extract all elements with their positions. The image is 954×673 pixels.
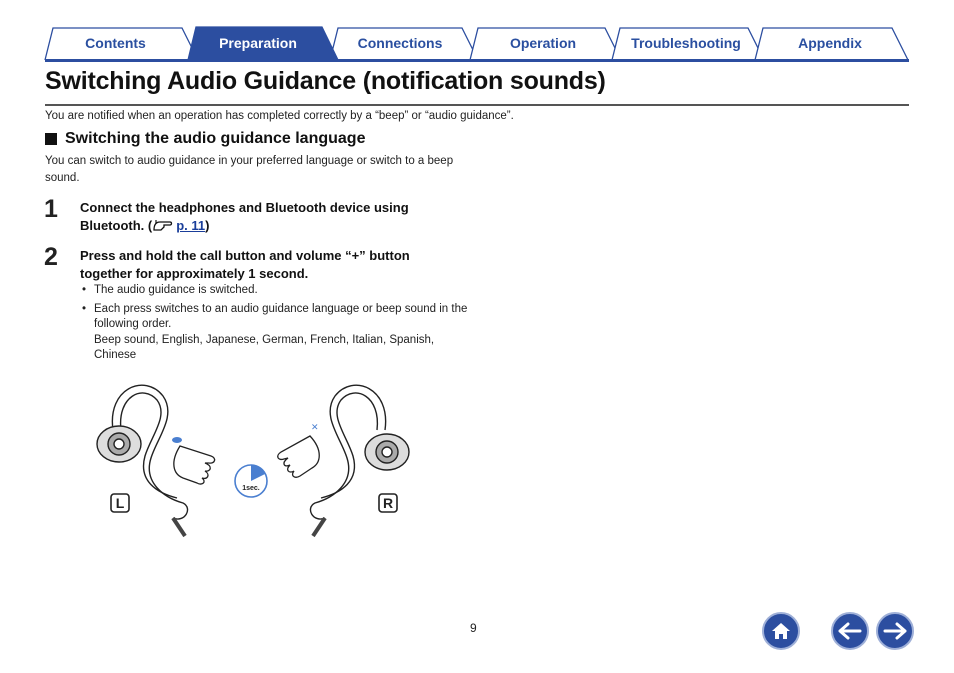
back-button[interactable] xyxy=(831,612,869,650)
timer-label: 1sec. xyxy=(242,485,260,492)
svg-text:L: L xyxy=(115,495,125,511)
tab-appendix[interactable]: Appendix xyxy=(798,35,862,51)
page-number: 9 xyxy=(470,621,477,635)
bullet-list xyxy=(82,283,472,367)
step-2-text: Press and hold the call button and volume “+” button together for approximately 1 second. xyxy=(80,248,410,281)
tab-contents[interactable]: Contents xyxy=(85,35,146,51)
svg-text:✕: ✕ xyxy=(311,423,319,433)
step-1-suffix: ) xyxy=(205,217,210,233)
list-item: • Each press switches to an audio guidance language or beep sound in the following order. Beep sound, English, Japanese, German, French, Italian, Spanish, Chinese xyxy=(82,302,472,364)
title-divider xyxy=(45,104,909,106)
home-icon xyxy=(770,621,792,641)
step-2-number: 2 xyxy=(44,243,58,271)
section-body: You can switch to audio guidance in your preferred language or switch to a beep sound. xyxy=(45,155,454,184)
forward-button[interactable] xyxy=(876,612,914,650)
step-1-number: 1 xyxy=(44,195,58,223)
language-order: Beep sound, English, Japanese, German, French, Italian, Spanish, Chinese xyxy=(94,333,435,361)
list-item: • The audio guidance is switched. xyxy=(82,283,472,299)
tab-connections[interactable]: Connections xyxy=(357,35,443,51)
arrow-right-icon xyxy=(883,622,907,640)
headphones-illustration xyxy=(85,368,425,548)
tab-troubleshooting[interactable]: Troubleshooting xyxy=(631,35,741,51)
intro-text: You are notified when an operation has completed correctly by a “beep” or “audio guidance”. xyxy=(45,110,514,122)
hand-left-icon xyxy=(174,446,215,484)
svg-text:R: R xyxy=(382,495,394,511)
hand-pointer-icon xyxy=(152,218,174,232)
tab-preparation[interactable]: Preparation xyxy=(219,35,297,51)
tab-bar xyxy=(0,0,954,64)
home-button[interactable] xyxy=(762,612,800,650)
step-1-label: Connect the headphones and Bluetooth device using Bluetooth. ( xyxy=(80,200,409,233)
tab-operation[interactable]: Operation xyxy=(509,35,577,51)
list-item-text: The audio guidance is switched. xyxy=(94,284,258,296)
right-earpiece-icon xyxy=(310,385,409,536)
page-title: Switching Audio Guidance (notification sounds) xyxy=(45,67,606,95)
hand-right-icon xyxy=(278,436,320,477)
square-bullet-icon xyxy=(45,133,57,145)
list-item-text: Each press switches to an audio guidance language or beep sound in the following order. Beep sound, English, Japanese, German, French, Italian, Spanish, Chinese xyxy=(94,302,468,361)
page-link[interactable]: p. 11 xyxy=(176,217,206,233)
step-1-text xyxy=(80,199,460,234)
section-heading-text: Switching the audio guidance language xyxy=(65,130,366,147)
arrow-left-icon xyxy=(838,622,862,640)
timer-icon xyxy=(235,465,267,497)
right-label-box xyxy=(379,494,397,512)
section-heading xyxy=(45,130,365,148)
left-label-box xyxy=(111,494,129,512)
